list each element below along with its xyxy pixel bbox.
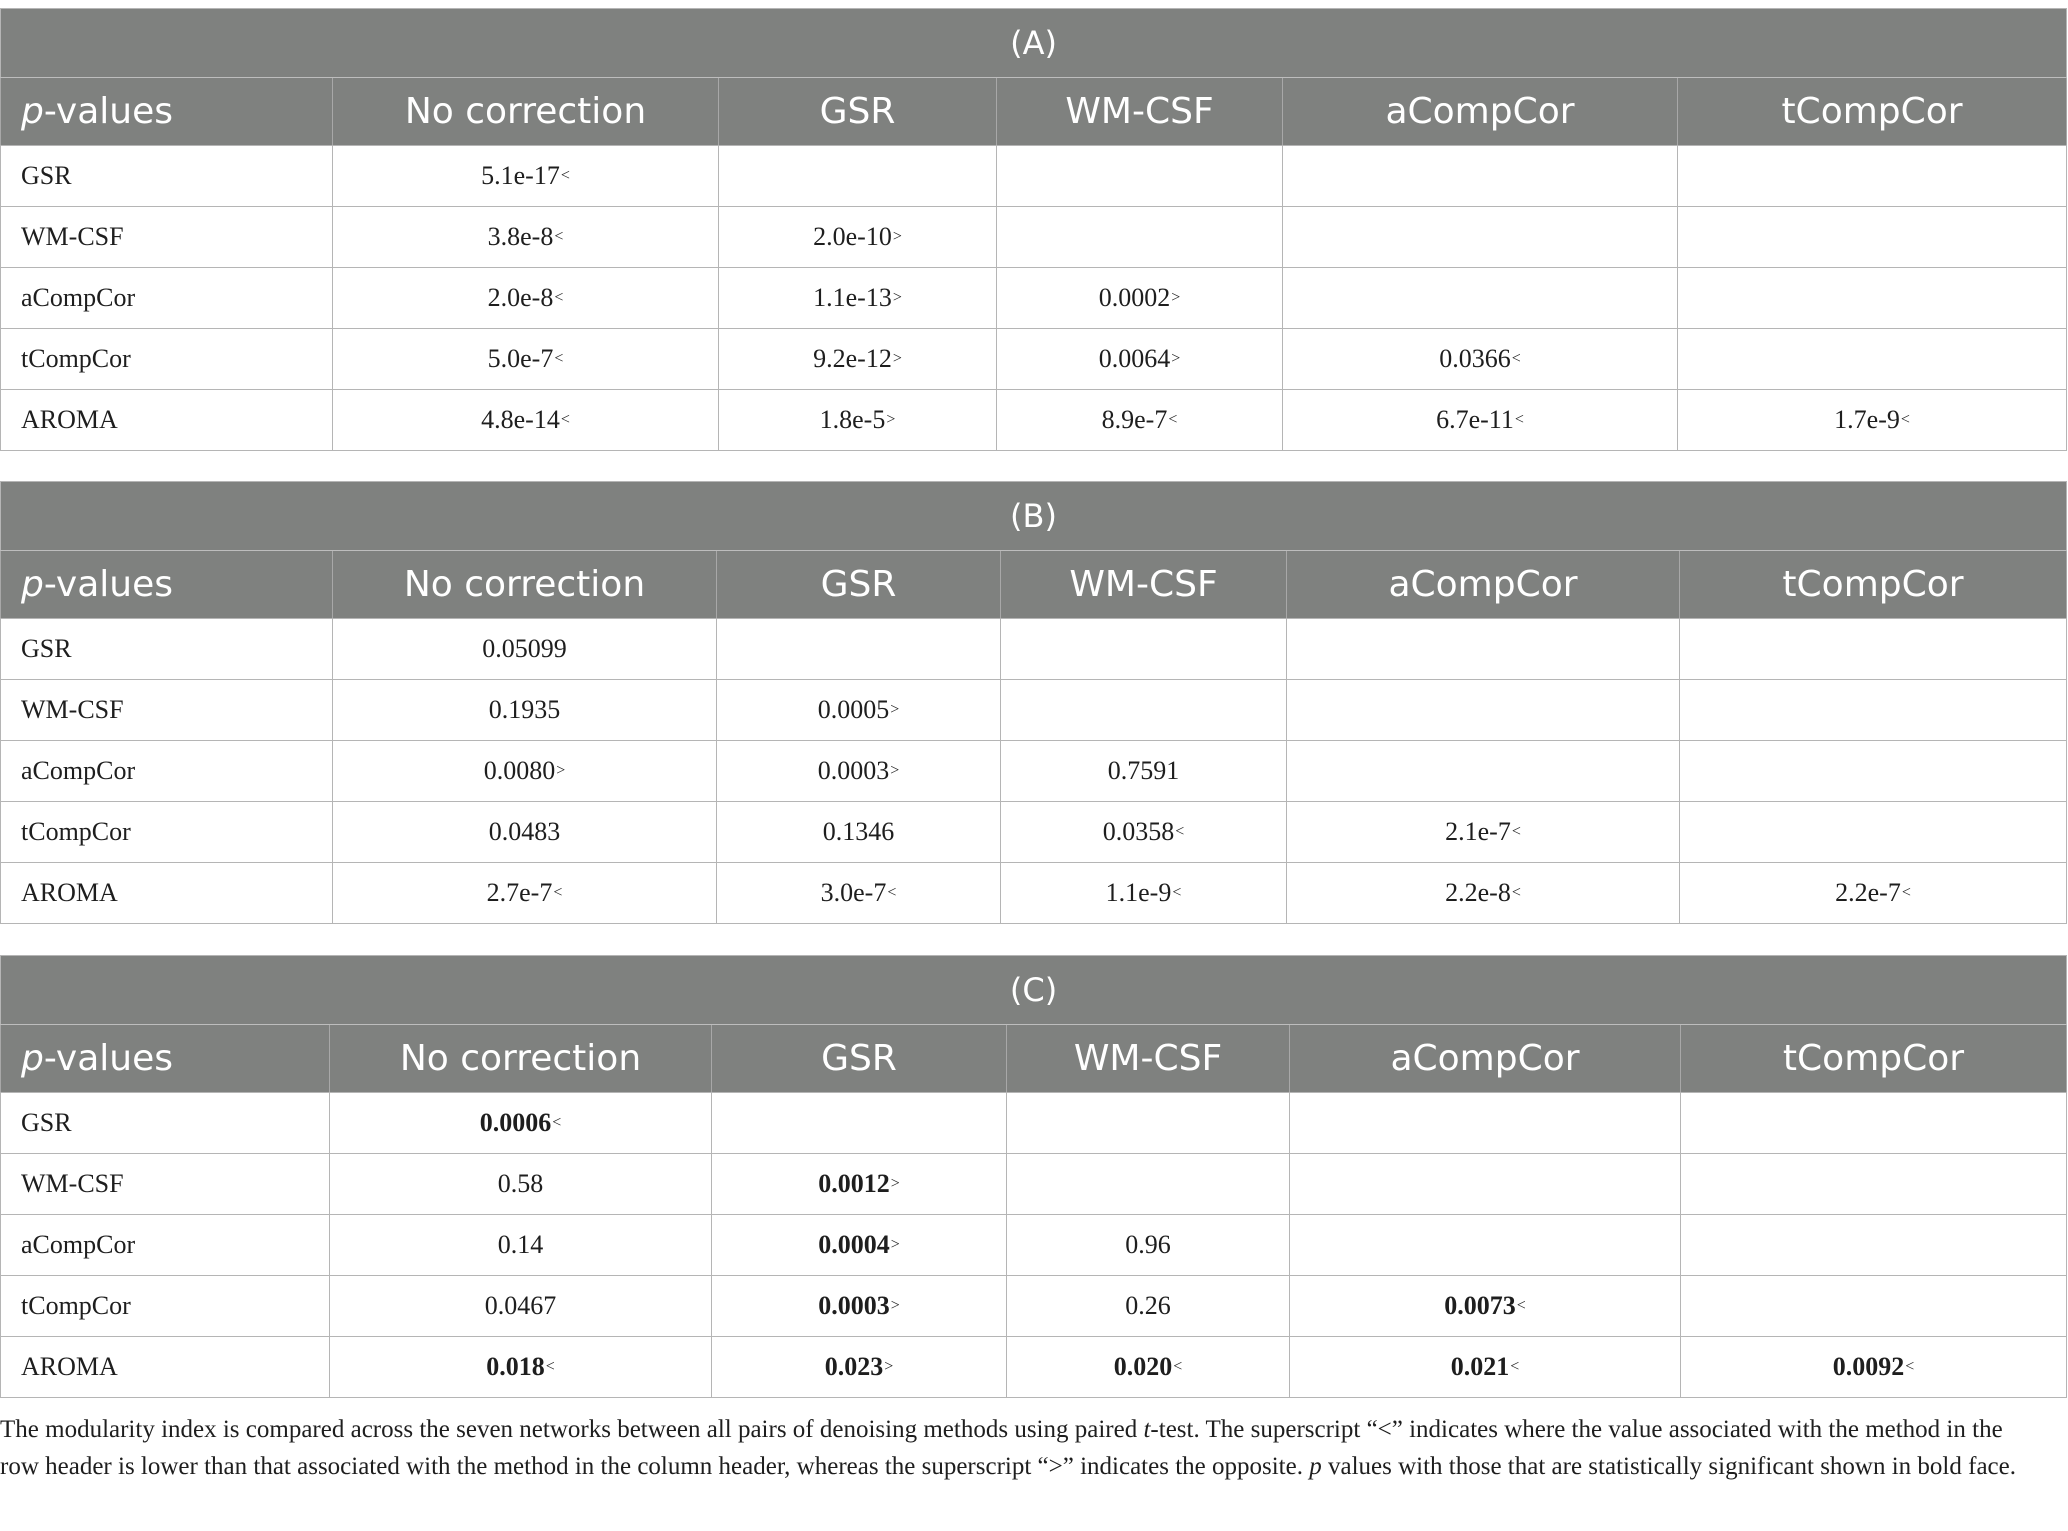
table-row — [1, 146, 2067, 207]
row-header: GSR — [1, 1093, 330, 1154]
p-value-cell — [1681, 1337, 2067, 1398]
empty-cell — [1680, 619, 2067, 680]
column-header: GSR — [717, 551, 1001, 619]
p-value: 0.58 — [497, 1169, 544, 1198]
p-value: 0.023 — [824, 1352, 884, 1381]
p-value-cell — [330, 1093, 712, 1154]
row-header: aCompCor — [1, 1215, 330, 1276]
empty-cell — [1007, 1093, 1290, 1154]
header-values-suffix: -values — [43, 91, 173, 132]
direction-superscript: > — [890, 701, 900, 718]
column-header: No correction — [333, 78, 719, 146]
p-value: 0.021 — [1450, 1352, 1510, 1381]
panel-title-row — [1, 956, 2067, 1025]
p-value-cell — [712, 1154, 1007, 1215]
p-value-cell — [997, 268, 1283, 329]
p-value-cell — [1001, 802, 1287, 863]
row-header: aCompCor — [1, 268, 333, 329]
direction-superscript: > — [890, 1236, 900, 1253]
p-value-cell — [712, 1215, 1007, 1276]
empty-cell — [1287, 680, 1680, 741]
p-value-cell — [1001, 863, 1287, 924]
table-row — [1, 741, 2067, 802]
table-row — [1, 619, 2067, 680]
empty-cell — [1678, 146, 2067, 207]
empty-cell — [1680, 802, 2067, 863]
column-header-row — [1, 78, 2067, 146]
p-value: 0.0358 — [1102, 817, 1175, 846]
p-value-cell — [719, 390, 997, 451]
p-value-cell — [333, 741, 717, 802]
p-value: 0.26 — [1125, 1291, 1171, 1320]
empty-cell — [1290, 1215, 1681, 1276]
p-value: 0.0003 — [817, 756, 890, 785]
p-value-cell — [330, 1276, 712, 1337]
row-header: AROMA — [1, 390, 333, 451]
empty-cell — [1678, 207, 2067, 268]
p-value-cell — [1287, 863, 1680, 924]
p-value: 0.1935 — [488, 695, 561, 724]
p-value-cell — [719, 207, 997, 268]
p-value-cell — [1678, 390, 2067, 451]
direction-superscript: < — [552, 1114, 562, 1131]
p-value: 9.2e-12 — [813, 344, 892, 373]
p-value: 0.0483 — [488, 817, 561, 846]
direction-superscript: < — [1511, 823, 1521, 840]
p-value-cell — [712, 1276, 1007, 1337]
p-value: 6.7e-11 — [1436, 405, 1514, 434]
footnote-text-2: -test. The superscript “<” indicates where the value associated with the method in the row header is lower than that associated with the method in the column header, whereas the superscript “>” indicates the opposite. — [0, 1416, 2003, 1480]
footnote-text-1: The modularity index is compared across the seven networks between all pairs of denoising methods using paired — [0, 1416, 1144, 1443]
corner-header — [1, 1025, 330, 1093]
direction-superscript: > — [892, 228, 902, 245]
direction-superscript: < — [554, 228, 564, 245]
corner-header — [1, 551, 333, 619]
row-header: aCompCor — [1, 741, 333, 802]
p-value-cell — [1287, 802, 1680, 863]
direction-superscript: > — [890, 1175, 900, 1192]
direction-superscript: < — [554, 350, 564, 367]
empty-cell — [719, 146, 997, 207]
p-value: 0.0092 — [1832, 1352, 1905, 1381]
row-header: AROMA — [1, 1337, 330, 1398]
p-value: 3.8e-8 — [487, 222, 554, 251]
p-value-cell — [1290, 1337, 1681, 1398]
p-value-cell — [333, 268, 719, 329]
direction-superscript: < — [1516, 1297, 1526, 1314]
p-value-cell — [719, 268, 997, 329]
empty-cell — [1681, 1276, 2067, 1337]
empty-cell — [997, 146, 1283, 207]
direction-superscript: > — [884, 1358, 894, 1375]
table-footnote — [0, 1411, 2030, 1485]
row-header: WM-CSF — [1, 207, 333, 268]
footnote-italic-p: p — [1309, 1453, 1322, 1480]
empty-cell — [1678, 329, 2067, 390]
table-row — [1, 680, 2067, 741]
empty-cell — [1283, 207, 1678, 268]
column-header: WM-CSF — [1001, 551, 1287, 619]
row-header: WM-CSF — [1, 1154, 330, 1215]
direction-superscript: > — [886, 411, 896, 428]
p-value: 0.0005 — [817, 695, 890, 724]
table-row — [1, 390, 2067, 451]
empty-cell — [1287, 619, 1680, 680]
p-value-cell — [1001, 741, 1287, 802]
column-header: aCompCor — [1287, 551, 1680, 619]
p-value: 3.0e-7 — [820, 878, 887, 907]
table-row — [1, 329, 2067, 390]
p-value: 1.1e-9 — [1105, 878, 1172, 907]
empty-cell — [1678, 268, 2067, 329]
direction-superscript: > — [892, 289, 902, 306]
p-value-cell — [717, 680, 1001, 741]
empty-cell — [1680, 680, 2067, 741]
footnote-italic-t: t — [1143, 1416, 1151, 1443]
header-values-suffix: -values — [43, 1038, 173, 1079]
row-header: GSR — [1, 146, 333, 207]
p-value: 0.0003 — [818, 1291, 890, 1320]
p-value-cell — [1007, 1276, 1290, 1337]
p-value-cell — [1283, 329, 1678, 390]
p-value: 2.2e-7 — [1835, 878, 1901, 907]
p-value-cell — [330, 1215, 712, 1276]
table-row — [1, 863, 2067, 924]
panel-title: (A) — [1, 9, 2067, 78]
row-header: tCompCor — [1, 1276, 330, 1337]
direction-superscript: < — [1173, 1358, 1183, 1375]
direction-superscript: < — [545, 1358, 555, 1375]
p-value-cell — [719, 329, 997, 390]
p-value: 2.0e-8 — [487, 283, 554, 312]
empty-cell — [1001, 619, 1287, 680]
direction-superscript: > — [1171, 350, 1181, 367]
empty-cell — [1681, 1093, 2067, 1154]
direction-superscript: < — [560, 411, 570, 428]
table-panel-b — [0, 481, 2067, 924]
column-header: tCompCor — [1678, 78, 2067, 146]
p-value-cell — [997, 390, 1283, 451]
p-value-cell — [717, 802, 1001, 863]
column-header: GSR — [712, 1025, 1007, 1093]
empty-cell — [1283, 146, 1678, 207]
column-header: aCompCor — [1283, 78, 1678, 146]
p-value-cell — [1283, 390, 1678, 451]
row-header: GSR — [1, 619, 333, 680]
table-row — [1, 1215, 2067, 1276]
direction-superscript: > — [892, 350, 902, 367]
p-value: 0.05099 — [482, 634, 567, 663]
column-header: No correction — [330, 1025, 712, 1093]
p-value: 0.1346 — [822, 817, 895, 846]
direction-superscript: < — [887, 884, 897, 901]
column-header: GSR — [719, 78, 997, 146]
direction-superscript: < — [553, 884, 563, 901]
p-value-cell — [1290, 1276, 1681, 1337]
p-value: 0.96 — [1125, 1230, 1171, 1259]
p-value-cell — [330, 1154, 712, 1215]
column-header-row — [1, 551, 2067, 619]
direction-superscript: > — [1171, 289, 1181, 306]
empty-cell — [1290, 1093, 1681, 1154]
p-value-cell — [1007, 1215, 1290, 1276]
p-value: 0.0064 — [1098, 344, 1171, 373]
p-value: 0.018 — [486, 1352, 545, 1381]
direction-superscript: < — [554, 289, 564, 306]
p-value: 0.0073 — [1444, 1291, 1516, 1320]
direction-superscript: < — [1510, 1358, 1520, 1375]
p-value-cell — [333, 680, 717, 741]
column-header: aCompCor — [1290, 1025, 1681, 1093]
header-p-italic: p — [21, 564, 44, 605]
p-value: 0.020 — [1113, 1352, 1173, 1381]
table-row — [1, 1337, 2067, 1398]
p-value-cell — [333, 863, 717, 924]
p-value-cell — [330, 1337, 712, 1398]
p-value: 2.0e-10 — [813, 222, 892, 251]
direction-superscript: < — [1168, 411, 1178, 428]
p-value: 2.7e-7 — [486, 878, 553, 907]
p-value: 0.0366 — [1439, 344, 1511, 373]
table-row — [1, 802, 2067, 863]
p-value: 1.1e-13 — [813, 283, 892, 312]
row-header: tCompCor — [1, 802, 333, 863]
p-value: 0.7591 — [1107, 756, 1180, 785]
p-value: 0.0467 — [484, 1291, 557, 1320]
p-value: 0.0012 — [818, 1169, 890, 1198]
p-value-cell — [333, 390, 719, 451]
direction-superscript: < — [1511, 350, 1521, 367]
p-value-cell — [1680, 863, 2067, 924]
p-value-cell — [1007, 1337, 1290, 1398]
p-value: 2.2e-8 — [1445, 878, 1511, 907]
empty-cell — [1001, 680, 1287, 741]
empty-cell — [1287, 741, 1680, 802]
table-row — [1, 207, 2067, 268]
column-header: tCompCor — [1681, 1025, 2067, 1093]
p-value: 0.0004 — [818, 1230, 890, 1259]
column-header: tCompCor — [1680, 551, 2067, 619]
column-header: WM-CSF — [997, 78, 1283, 146]
direction-superscript: > — [890, 762, 900, 779]
empty-cell — [1680, 741, 2067, 802]
table-row — [1, 1154, 2067, 1215]
corner-header — [1, 78, 333, 146]
p-value-cell — [997, 329, 1283, 390]
p-value: 5.0e-7 — [487, 344, 554, 373]
p-value: 2.1e-7 — [1445, 817, 1511, 846]
direction-superscript: < — [560, 167, 570, 184]
direction-superscript: < — [1172, 884, 1182, 901]
p-value-cell — [333, 329, 719, 390]
p-value: 8.9e-7 — [1101, 405, 1168, 434]
p-value: 1.8e-5 — [819, 405, 886, 434]
p-value: 5.1e-17 — [481, 161, 560, 190]
p-value-cell — [333, 802, 717, 863]
empty-cell — [712, 1093, 1007, 1154]
table-row — [1, 1093, 2067, 1154]
p-value-cell — [333, 207, 719, 268]
column-header-row — [1, 1025, 2067, 1093]
direction-superscript: < — [1901, 884, 1911, 901]
p-value-cell — [333, 146, 719, 207]
direction-superscript: < — [1514, 411, 1524, 428]
table-panel-c — [0, 955, 2067, 1398]
empty-cell — [1681, 1154, 2067, 1215]
table-row — [1, 1276, 2067, 1337]
p-value: 0.0080 — [483, 756, 556, 785]
p-value-cell — [333, 619, 717, 680]
direction-superscript: < — [1511, 884, 1521, 901]
table-row — [1, 268, 2067, 329]
header-p-italic: p — [21, 91, 44, 132]
column-header: No correction — [333, 551, 717, 619]
direction-superscript: > — [556, 762, 566, 779]
header-values-suffix: -values — [43, 564, 173, 605]
panel-title-row — [1, 482, 2067, 551]
empty-cell — [1290, 1154, 1681, 1215]
direction-superscript: < — [1900, 411, 1910, 428]
row-header: WM-CSF — [1, 680, 333, 741]
p-value: 0.0006 — [479, 1108, 552, 1137]
empty-cell — [997, 207, 1283, 268]
direction-superscript: > — [890, 1297, 900, 1314]
p-value-cell — [717, 863, 1001, 924]
row-header: tCompCor — [1, 329, 333, 390]
p-value: 1.7e-9 — [1834, 405, 1900, 434]
p-value-cell — [717, 741, 1001, 802]
empty-cell — [717, 619, 1001, 680]
table-panel-a — [0, 8, 2067, 451]
panel-title-row — [1, 9, 2067, 78]
row-header: AROMA — [1, 863, 333, 924]
empty-cell — [1283, 268, 1678, 329]
panel-title: (B) — [1, 482, 2067, 551]
header-p-italic: p — [21, 1038, 44, 1079]
direction-superscript: < — [1175, 823, 1185, 840]
empty-cell — [1007, 1154, 1290, 1215]
column-header: WM-CSF — [1007, 1025, 1290, 1093]
direction-superscript: < — [1905, 1358, 1915, 1375]
footnote-text-3: values with those that are statistically significant shown in bold face. — [1321, 1453, 2016, 1480]
p-value: 4.8e-14 — [481, 405, 560, 434]
p-value-cell — [712, 1337, 1007, 1398]
panel-title: (C) — [1, 956, 2067, 1025]
p-value: 0.14 — [497, 1230, 544, 1259]
p-value: 0.0002 — [1098, 283, 1171, 312]
empty-cell — [1681, 1215, 2067, 1276]
